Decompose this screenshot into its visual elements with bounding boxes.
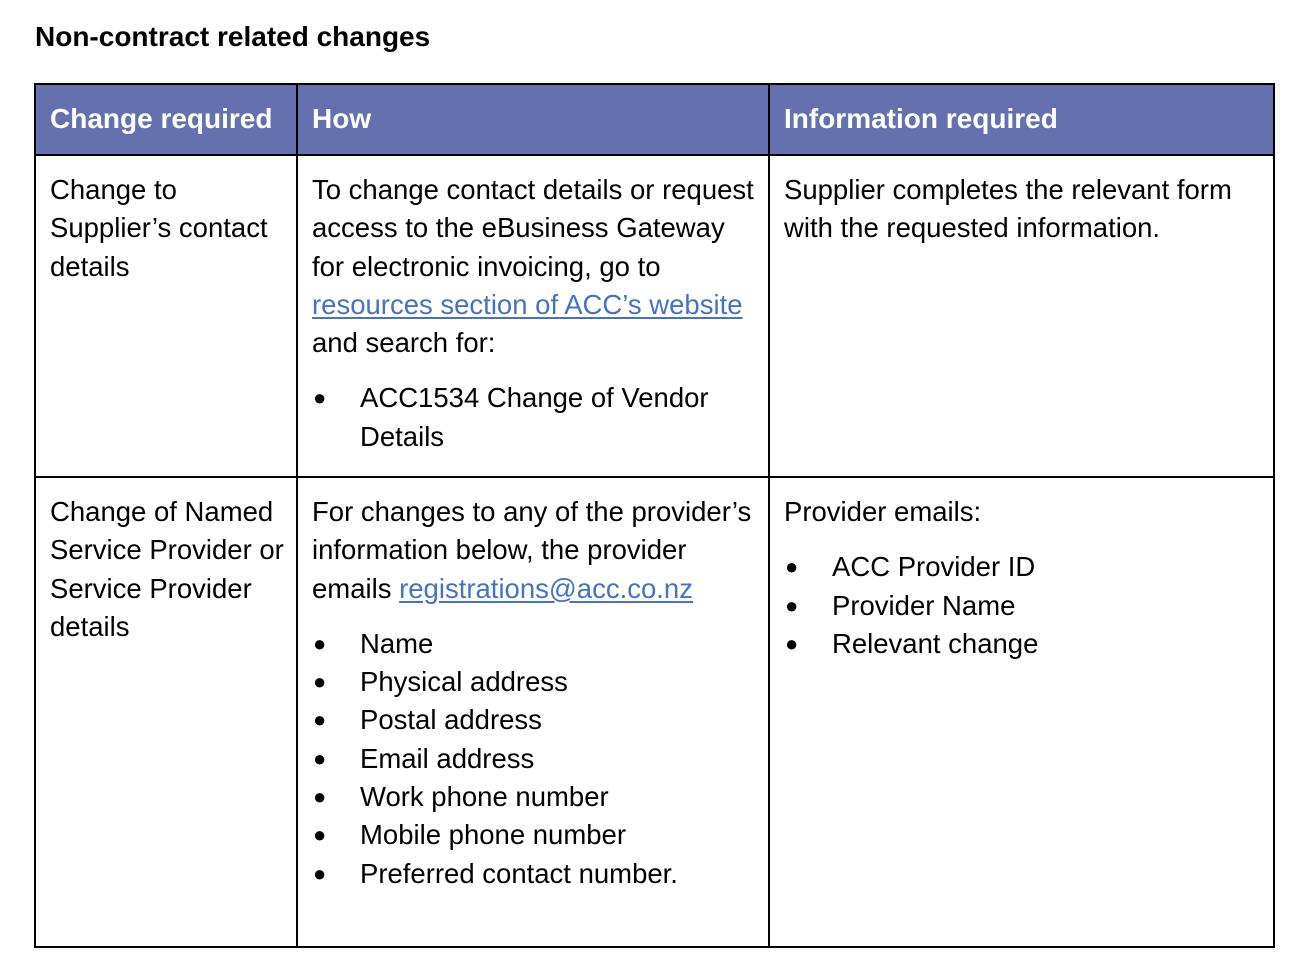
bullet-icon: ● [313,822,327,848]
bullet-icon: ● [785,592,799,618]
resources-link[interactable]: resources section of ACC’s website [312,288,743,320]
header-how: How [297,84,769,155]
change-cell: Change of Named Service Provider or Service Provider details [35,477,297,947]
how-bullet-list [312,379,760,456]
info-paragraph: Provider emails: [784,496,982,527]
list-item [312,740,760,778]
header-row [35,84,1274,155]
change-cell: Change to Supplier’s contact details [35,155,297,477]
list-item [784,548,1265,586]
bullet-icon: ● [313,745,327,771]
bullet-icon: ● [785,554,799,580]
table-row [35,155,1274,477]
how-cell [297,477,769,947]
bullet-icon: ● [313,385,327,411]
how-paragraph [312,171,760,362]
list-item [784,625,1265,663]
list-item-text: Provider Name [832,589,1016,621]
header-change-required: Change required [35,84,297,155]
list-item-text: Name [360,627,434,659]
table-row [35,477,1274,947]
info-paragraph: Supplier completes the relevant form with the requested information. [784,174,1232,244]
info-cell [769,477,1274,947]
section-heading: Non-contract related changes [35,21,431,52]
list-item-text: ACC Provider ID [832,551,1036,583]
list-item [312,379,760,456]
registrations-email-link[interactable]: registrations@acc.co.nz [399,572,693,604]
list-item-text: Preferred contact number. [360,857,678,889]
list-item [312,778,760,816]
bullet-icon: ● [785,630,799,656]
bullet-icon: ● [313,784,327,810]
list-item [312,663,760,701]
how-cell [297,155,769,477]
list-item-text: Physical address [360,666,568,698]
list-item-text: Relevant change [832,627,1039,659]
list-item-text: ACC1534 Change of Vendor Details [360,382,709,452]
how-text-before: To change contact details or request access to the eBusiness Gateway for electronic invoicing, go to [312,174,754,282]
bullet-icon: ● [313,707,327,733]
how-paragraph [312,493,760,608]
bullet-icon: ● [313,669,327,695]
list-item [312,701,760,739]
how-bullet-list [312,625,760,893]
list-item [312,855,760,893]
how-text-before: For changes to any of the provider’s information below, the provider emails [312,496,752,604]
list-item-text: Work phone number [360,781,609,813]
how-text-after: and search for: [312,327,496,359]
info-cell [769,155,1274,477]
list-item [312,625,760,663]
bullet-icon: ● [313,630,327,656]
header-information-required: Information required [769,84,1274,155]
list-item [312,816,760,854]
list-item-text: Email address [360,742,535,774]
bullet-icon: ● [313,860,327,886]
changes-table [34,83,1275,948]
info-bullet-list [784,548,1265,663]
list-item [784,587,1265,625]
list-item-text: Postal address [360,704,542,736]
list-item-text: Mobile phone number [360,819,627,851]
